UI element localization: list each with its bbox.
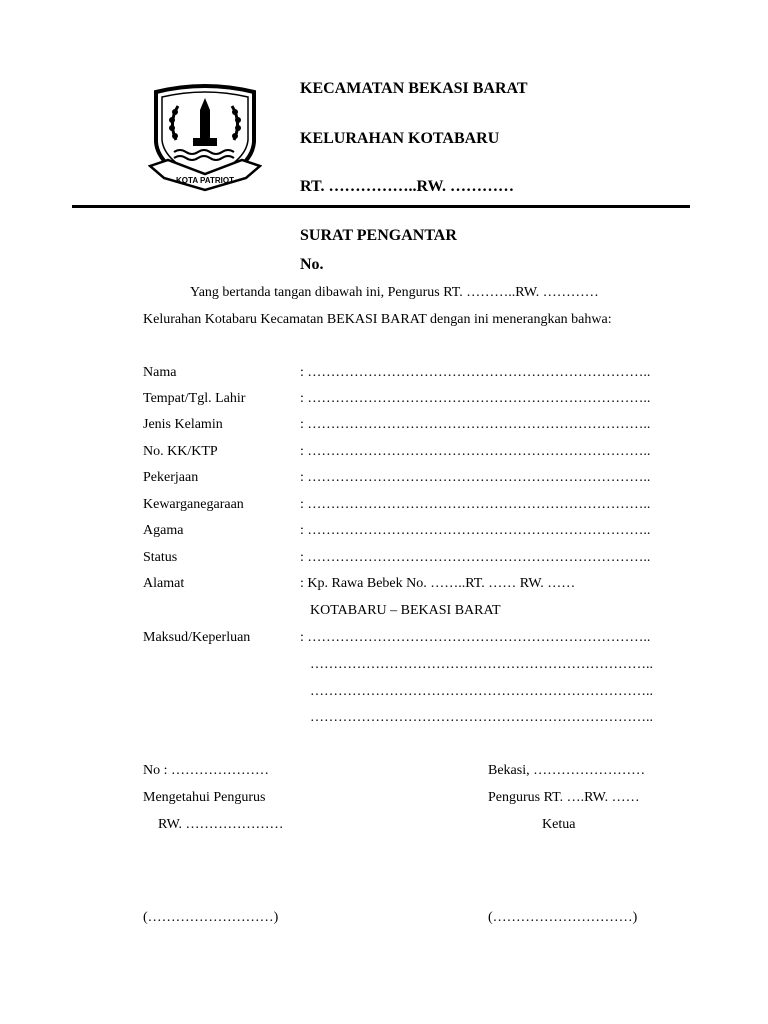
field-label-pekerjaan: Pekerjaan xyxy=(143,470,199,485)
svg-text:KOTA PATRIOT: KOTA PATRIOT xyxy=(176,176,234,185)
kelurahan-heading: KELURAHAN KOTABARU xyxy=(300,130,500,147)
field-label-tempat-tgl-lahir: Tempat/Tgl. Lahir xyxy=(143,391,246,406)
field-value-pekerjaan[interactable]: : ……………………………………………………………….. xyxy=(300,470,651,485)
footer-mengetahui: Mengetahui Pengurus xyxy=(143,790,266,805)
rt-rw-heading: RT. ……………..RW. ………… xyxy=(300,178,514,195)
kota-patriot-logo xyxy=(148,82,262,194)
field-value-tempat-tgl-lahir[interactable]: : ……………………………………………………………….. xyxy=(300,391,651,406)
signature-rw[interactable]: (………………………) xyxy=(143,910,279,925)
footer-pengurus-rt[interactable]: Pengurus RT. ….RW. …… xyxy=(488,790,640,805)
intro-line-2: Kelurahan Kotabaru Kecamatan BEKASI BARAT dengan ini menerangkan bahwa: xyxy=(143,312,612,327)
signature-rt[interactable]: (…………………………) xyxy=(488,910,638,925)
footer-ketua: Ketua xyxy=(542,817,576,832)
kecamatan-heading: KECAMATAN BEKASI BARAT xyxy=(300,80,528,97)
field-label-status: Status xyxy=(143,550,178,565)
field-value-no-kk-ktp[interactable]: : ……………………………………………………………….. xyxy=(300,444,651,459)
footer-place-date[interactable]: Bekasi, …………………… xyxy=(488,763,646,778)
field-value-agama[interactable]: : ……………………………………………………………….. xyxy=(300,523,651,538)
field-value-alamat[interactable]: : Kp. Rawa Bebek No. ……..RT. …… RW. …… xyxy=(300,576,576,591)
footer-no[interactable]: No : ………………… xyxy=(143,763,269,778)
footer-rw[interactable]: RW. ………………… xyxy=(158,817,284,832)
field-label-jenis-kelamin: Jenis Kelamin xyxy=(143,417,223,432)
purpose-line[interactable]: ……………………………………………………………….. xyxy=(310,657,653,672)
intro-line-1: Yang bertanda tangan dibawah ini, Pengurus RT. ………..RW. ………… xyxy=(190,285,599,300)
field-value-kewarganegaraan[interactable]: : ……………………………………………………………….. xyxy=(300,497,651,512)
field-label-nama: Nama xyxy=(143,365,177,380)
field-label-alamat: Alamat xyxy=(143,576,185,591)
field-value-nama[interactable]: : ……………………………………………………………….. xyxy=(300,365,651,380)
purpose-line[interactable]: ……………………………………………………………….. xyxy=(310,710,653,725)
field-label-kewarganegaraan: Kewarganegaraan xyxy=(143,497,244,512)
field-value-alamat-kelurahan: KOTABARU – BEKASI BARAT xyxy=(310,603,501,618)
letter-number-label: No. xyxy=(300,256,324,273)
field-label-no-kk-ktp: No. KK/KTP xyxy=(143,444,218,459)
purpose-line[interactable]: ……………………………………………………………….. xyxy=(310,684,653,699)
letter-title: SURAT PENGANTAR xyxy=(300,227,457,244)
field-value-jenis-kelamin[interactable]: : ……………………………………………………………….. xyxy=(300,417,651,432)
field-label-maksud-keperluan: Maksud/Keperluan xyxy=(143,630,251,645)
field-value-maksud-keperluan[interactable]: : ……………………………………………………………….. xyxy=(300,630,651,645)
field-value-status[interactable]: : ……………………………………………………………….. xyxy=(300,550,651,565)
field-label-agama: Agama xyxy=(143,523,184,538)
header-divider xyxy=(72,205,690,208)
